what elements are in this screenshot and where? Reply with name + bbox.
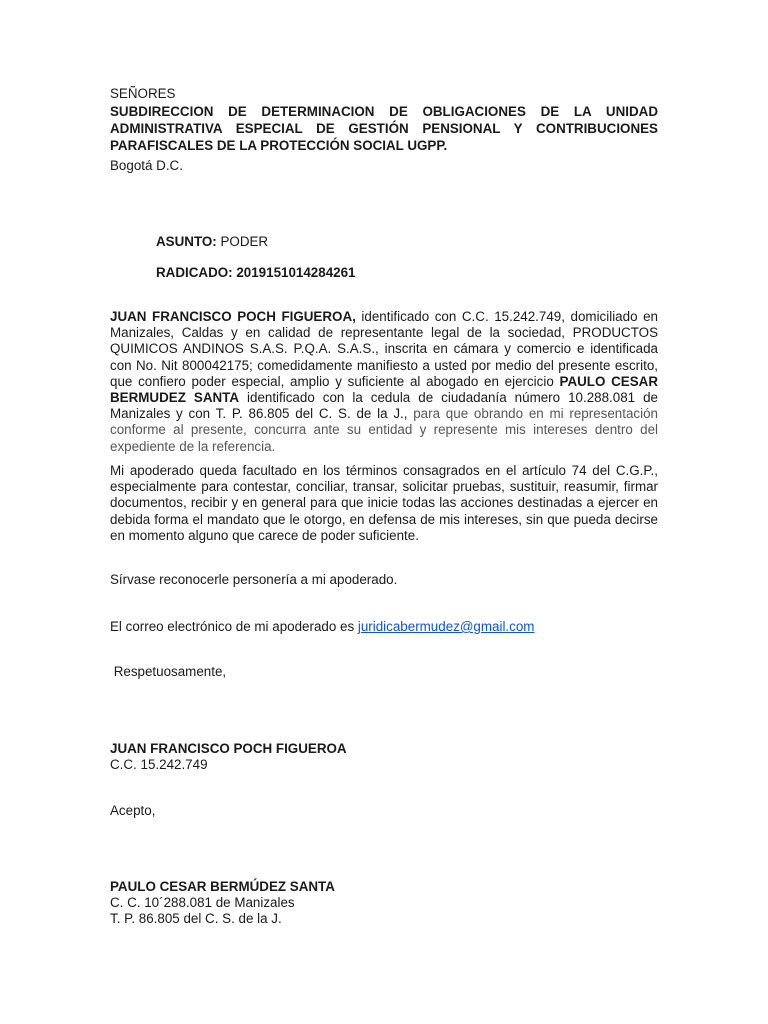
attorney-name: PAULO CESAR BERMUDEZ SANTA bbox=[110, 373, 659, 406]
acceptance: Acepto, bbox=[110, 803, 156, 818]
attorney-signature-tp: T. P. 86.805 del C. S. de la J. bbox=[110, 911, 282, 926]
subject-label: ASUNTO: bbox=[156, 234, 217, 249]
city: Bogotá D.C. bbox=[110, 158, 183, 173]
grantor-signature-name: JUAN FRANCISCO POCH FIGUEROA bbox=[110, 741, 347, 756]
paragraph-personeria: Sírvase reconocerle personería a mi apoderado. bbox=[110, 572, 398, 587]
subject-value: PODER bbox=[216, 234, 269, 249]
radicado: RADICADO: 2019151014284261 bbox=[156, 265, 356, 280]
subject-line bbox=[156, 233, 656, 250]
salutation: SEÑORES bbox=[110, 86, 176, 101]
recipient: SUBDIRECCION DE DETERMINACION DE OBLIGACIONES DE LA UNIDAD ADMINISTRATIVA ESPECIAL DE GESTIÓN PENSIONAL Y CONTRIBUCIONES PARAFISCALES DE LA PROTECCIÓN SOCIAL UGPP. bbox=[110, 104, 658, 153]
paragraph-poder bbox=[110, 309, 658, 455]
paragraph-text-b: identificado con la cedula de ciudadanía número 10.288.081 de Manizales y con T. P. 86.805 del C. S. de la J., bbox=[110, 390, 658, 422]
email-line bbox=[110, 618, 658, 635]
paragraph-facultades: Mi apoderado queda facultado en los términos consagrados en el artículo 74 del C.G.P., especialmente para contestar, conciliar, transar, solicitar pruebas, sustituir, reasumir, firmar documentos, recibir y en general para que inicie todas las acciones destinadas a ejercer en debida forma el mandato que le otorgo, en defensa de mis intereses, sin que pueda decirse en momento alguno que carece de poder suficiente. bbox=[110, 463, 658, 543]
email-label: El correo electrónico de mi apoderado es bbox=[110, 619, 358, 634]
paragraph-text-a: identificado con C.C. 15.242.749, domiciliado en Manizales, Caldas y en calidad de representante legal de la sociedad, PRODUCTOS QUIMICOS ANDINOS S.A.S. P.Q.A. S.A.S., inscrita en cámara y comercio e identificada con No. Nit 800042175; comedidamente manifiesto a usted por medio del presente escrito, que confiero poder especial, amplio y suficiente al abogado en ejercicio bbox=[110, 309, 658, 389]
grantor-name: JUAN FRANCISCO POCH FIGUEROA, bbox=[110, 309, 356, 324]
closing: Respetuosamente, bbox=[110, 664, 227, 679]
grantor-signature-id: C.C. 15.242.749 bbox=[110, 757, 208, 772]
paragraph-text-c: para que obrando en mi representación conforme al presente, concurra ante su entidad y represente mis intereses dentro del expediente de la referencia. bbox=[110, 406, 658, 454]
attorney-signature-name: PAULO CESAR BERMÚDEZ SANTA bbox=[110, 879, 335, 894]
attorney-signature-id: C. C. 10´288.081 de Manizales bbox=[110, 895, 295, 910]
email-link[interactable]: juridicabermudez@gmail.com bbox=[357, 619, 535, 634]
